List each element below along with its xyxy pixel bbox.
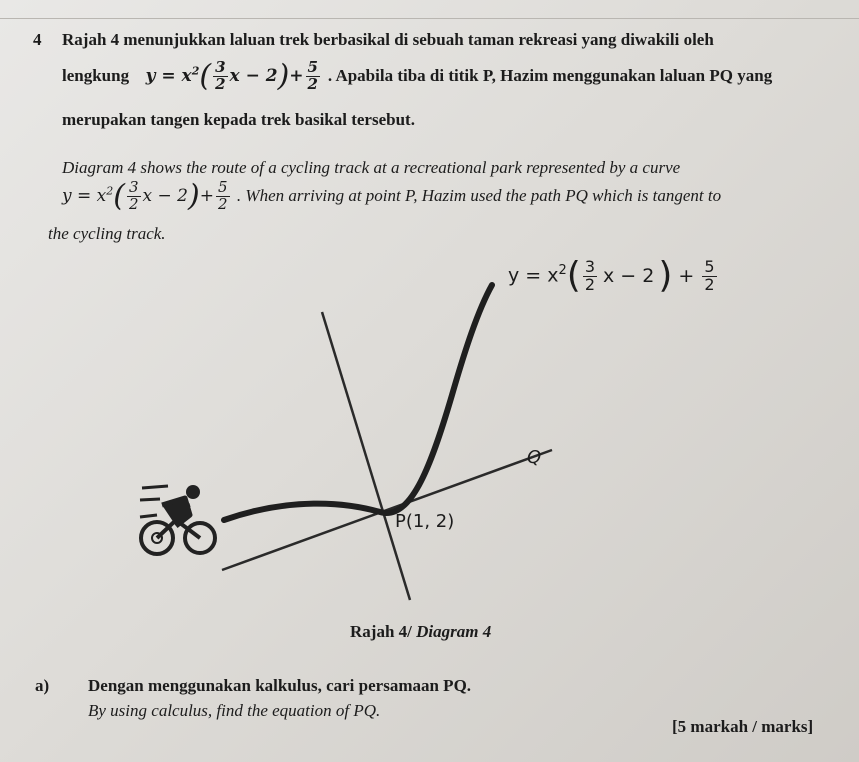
frac-num: 3 (128, 178, 139, 196)
frac-den: 2 (128, 194, 139, 213)
malay-line-1: Rajah 4 menunjukkan laluan trek berbasikal di sebuah taman rekreasi yang diwakili oleh (62, 30, 714, 49)
frac-num: 5 (217, 178, 228, 196)
eq-lhs: y = x (508, 264, 559, 287)
frac-num: 5 (704, 256, 715, 276)
paren-open: ( (199, 58, 212, 94)
eq-lhs: y = x (62, 185, 107, 206)
paren-close: ) (277, 58, 290, 94)
part-a-english: By using calculus, find the equation of PQ. (88, 701, 381, 720)
eq-inner-tail: x − 2 (603, 264, 655, 287)
part-a-label: a) (35, 676, 50, 695)
cyclist-icon (140, 485, 215, 554)
malay-line-2-pre: lengkung (62, 65, 130, 85)
frac-num: 3 (584, 256, 596, 276)
frac-den: 2 (584, 274, 596, 294)
paren-close: ) (187, 178, 200, 214)
frac-den: 2 (307, 74, 318, 93)
eq-exponent: 2 (558, 263, 567, 279)
eq-exponent: 2 (106, 184, 114, 198)
curve-equation-label (508, 255, 719, 296)
frac-den: 2 (704, 274, 715, 294)
diagram-caption (350, 622, 491, 642)
eq-plus: + (199, 185, 214, 206)
eq-plus: + (289, 65, 304, 86)
eq-inner-tail: x − 2 (229, 65, 278, 86)
english-line-1: Diagram 4 shows the route of a cycling track at a recreational park represented by a curve (62, 158, 681, 177)
eq-plus: + (678, 264, 695, 287)
frac-num: 5 (307, 58, 318, 76)
english-line-3: the cycling track. (48, 224, 166, 243)
paren-close: ) (658, 255, 673, 296)
paren-open: ( (566, 255, 581, 296)
frac-den: 2 (215, 74, 226, 93)
marks-allocation: [5 markah / marks] (672, 717, 814, 736)
malay-line-2-post: . Apabila tiba di titik P, Hazim menggunakan laluan PQ yang (327, 65, 773, 85)
frac-num: 3 (215, 58, 226, 76)
frac-3-2 (583, 256, 597, 294)
caption-english: Diagram 4 (416, 622, 492, 641)
caption-malay: Rajah 4/ (350, 622, 412, 641)
eq-lhs: y = x (145, 65, 192, 86)
steep-line (322, 312, 410, 600)
cycling-track-curve (224, 285, 492, 520)
frac-den: 2 (217, 194, 228, 213)
frac-5-2 (702, 256, 716, 294)
point-q-label: Q (527, 447, 542, 468)
malay-line-3: merupakan tangen kepada trek basikal tersebut. (62, 110, 415, 129)
paren-open: ( (113, 178, 125, 214)
eq-inner-tail: x − 2 (142, 185, 188, 206)
eq-exponent: 2 (191, 64, 200, 78)
point-p-label: P(1, 2) (395, 511, 455, 532)
question-number: 4 (33, 30, 42, 49)
english-line-2-post: . When arriving at point P, Hazim used the path PQ which is tangent to (236, 185, 722, 205)
part-a-malay: Dengan menggunakan kalkulus, cari persamaan PQ. (88, 676, 472, 695)
